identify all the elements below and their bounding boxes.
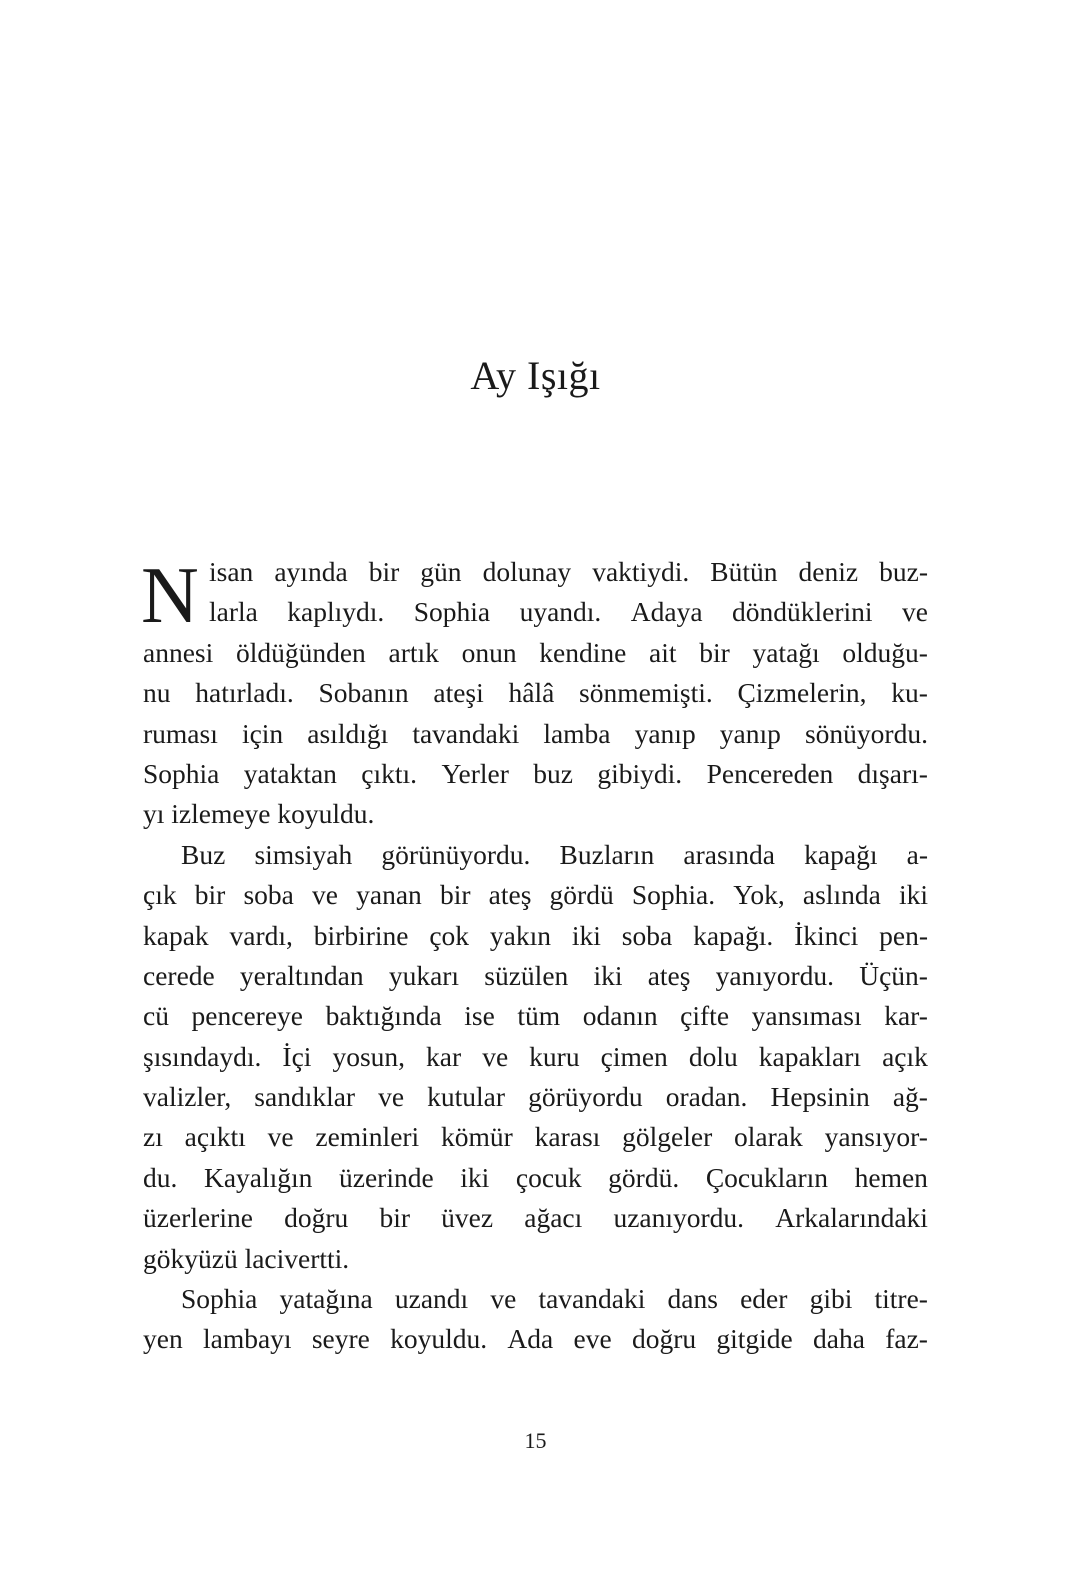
text-line bbox=[143, 1319, 928, 1359]
word: gördü bbox=[549, 879, 614, 911]
word: iki bbox=[571, 919, 601, 951]
word: çocuk bbox=[515, 1161, 582, 1193]
word: açık bbox=[882, 1040, 928, 1072]
word: üvez bbox=[441, 1202, 494, 1234]
word: seyre bbox=[311, 1323, 370, 1355]
word: Yerler bbox=[441, 757, 509, 789]
word: şısındaydı. bbox=[143, 1040, 262, 1072]
word: çok bbox=[429, 919, 470, 951]
word: görünüyordu. bbox=[381, 838, 531, 870]
word: kutular bbox=[427, 1081, 506, 1113]
word: cerede bbox=[143, 959, 215, 991]
word: soba bbox=[621, 919, 673, 951]
word: deniz bbox=[798, 556, 859, 587]
word: yı izlemeye koyuldu. bbox=[143, 798, 375, 830]
word: ise bbox=[464, 1000, 495, 1032]
word: ve bbox=[378, 1081, 405, 1113]
text-line bbox=[143, 875, 928, 915]
word: Hepsinin bbox=[770, 1081, 870, 1113]
word: kapağı bbox=[804, 838, 878, 870]
word: uzanıyordu. bbox=[613, 1202, 745, 1234]
word: dolunay bbox=[482, 556, 572, 587]
word: kendine bbox=[539, 636, 627, 668]
word: isan bbox=[209, 556, 254, 587]
word: Çocukların bbox=[705, 1161, 829, 1193]
word: a- bbox=[906, 838, 928, 870]
word: bir bbox=[194, 879, 226, 911]
word: uyandı. bbox=[519, 596, 602, 628]
text-line bbox=[143, 1037, 928, 1077]
text-line bbox=[143, 754, 928, 794]
text-line bbox=[143, 592, 928, 632]
word: Sobanın bbox=[318, 677, 409, 709]
word: ve bbox=[490, 1283, 517, 1315]
word: onun bbox=[461, 636, 517, 668]
word: Sophia bbox=[413, 596, 491, 628]
word: koyuldu. bbox=[390, 1323, 488, 1355]
word: görüyordu bbox=[528, 1081, 643, 1113]
word: gibi bbox=[809, 1283, 853, 1315]
word: Yok, bbox=[733, 879, 785, 911]
text-line bbox=[143, 996, 928, 1036]
word: kömür bbox=[441, 1121, 513, 1153]
word: baktığında bbox=[325, 1000, 442, 1032]
word: kaplıydı. bbox=[287, 596, 385, 628]
word: Çizmelerin, bbox=[737, 677, 867, 709]
word: arasında bbox=[683, 838, 775, 870]
word: eder bbox=[740, 1283, 788, 1315]
word: sönmemişti. bbox=[579, 677, 713, 709]
word: ve bbox=[312, 879, 338, 911]
word: lamba bbox=[543, 717, 611, 749]
word: doğru bbox=[284, 1202, 349, 1234]
word: iki bbox=[898, 879, 928, 911]
word: yeraltından bbox=[239, 959, 364, 991]
word: çıktı. bbox=[361, 757, 418, 789]
word: hatırladı. bbox=[195, 677, 294, 709]
word: ateşi bbox=[433, 677, 484, 709]
word: cü bbox=[143, 1000, 169, 1032]
word: yanıp bbox=[634, 717, 696, 749]
text-line bbox=[143, 1158, 928, 1198]
word: yansıyor- bbox=[824, 1121, 928, 1153]
word: larla bbox=[209, 596, 258, 628]
word: tavandaki bbox=[412, 717, 520, 749]
word: uzandı bbox=[394, 1283, 469, 1315]
word: yukarı bbox=[388, 959, 460, 991]
word: faz- bbox=[885, 1323, 928, 1355]
word: yakın bbox=[489, 919, 552, 951]
word: vardı, bbox=[229, 919, 293, 951]
word: yen bbox=[143, 1323, 183, 1355]
word: Buz bbox=[181, 838, 226, 870]
word: zı bbox=[143, 1121, 163, 1153]
word: oradan. bbox=[665, 1081, 748, 1113]
word: sönüyordu. bbox=[804, 717, 928, 749]
word: asıldığı bbox=[307, 717, 389, 749]
word: çık bbox=[143, 879, 177, 911]
word: üzerinde bbox=[339, 1161, 434, 1193]
word: ateş bbox=[488, 879, 532, 911]
text-line bbox=[143, 794, 928, 834]
word: bir bbox=[368, 556, 400, 587]
word: Buzların bbox=[559, 838, 655, 870]
word: gitgide bbox=[716, 1323, 793, 1355]
word: ait bbox=[649, 636, 677, 668]
text-line bbox=[143, 673, 928, 713]
word: odanın bbox=[582, 1000, 658, 1032]
word: dans bbox=[667, 1283, 718, 1315]
word: iki bbox=[460, 1161, 490, 1193]
word: yosun, bbox=[332, 1040, 406, 1072]
word: Sophia bbox=[143, 757, 220, 789]
word: Ada bbox=[507, 1323, 554, 1355]
word: simsiyah bbox=[254, 838, 353, 870]
body-text bbox=[143, 552, 928, 1360]
word: gün bbox=[420, 556, 462, 587]
word: annesi bbox=[143, 636, 214, 668]
word: daha bbox=[813, 1323, 865, 1355]
word: için bbox=[241, 717, 284, 749]
word: pencereye bbox=[191, 1000, 303, 1032]
word: kuru bbox=[529, 1040, 580, 1072]
word: yansıması bbox=[751, 1000, 862, 1032]
word: birbirine bbox=[313, 919, 409, 951]
word: gibiydi. bbox=[597, 757, 683, 789]
text-line bbox=[143, 714, 928, 754]
word: ve bbox=[267, 1121, 294, 1153]
word: dışarı- bbox=[857, 757, 928, 789]
word: bir bbox=[699, 636, 730, 668]
text-line bbox=[143, 1077, 928, 1117]
word: bir bbox=[439, 879, 471, 911]
word: Sophia. bbox=[631, 879, 716, 911]
word: öldüğünden bbox=[235, 636, 366, 668]
word: zeminleri bbox=[315, 1121, 420, 1153]
word: yanan bbox=[356, 879, 422, 911]
word: ayında bbox=[274, 556, 348, 587]
word: Sophia bbox=[181, 1283, 258, 1315]
text-line bbox=[143, 916, 928, 956]
word: gördü. bbox=[608, 1161, 680, 1193]
word: valizler, bbox=[143, 1081, 232, 1113]
word: yataktan bbox=[243, 757, 337, 789]
word: çifte bbox=[680, 1000, 730, 1032]
word: ku- bbox=[891, 677, 928, 709]
word: artık bbox=[388, 636, 439, 668]
word: Üçün- bbox=[859, 959, 928, 991]
word: kar bbox=[426, 1040, 462, 1072]
word: ateş bbox=[647, 959, 691, 991]
word: süzülen bbox=[484, 959, 569, 991]
word: soba bbox=[243, 879, 294, 911]
word: ağacı bbox=[524, 1202, 583, 1234]
word: Adaya bbox=[630, 596, 703, 628]
word: ve bbox=[901, 596, 928, 628]
word: kapağı. bbox=[693, 919, 774, 951]
word: eve bbox=[573, 1323, 612, 1355]
word: yatağı bbox=[752, 636, 820, 668]
text-line bbox=[143, 1117, 928, 1157]
word: titre- bbox=[874, 1283, 928, 1315]
word: üzerlerine bbox=[143, 1202, 253, 1234]
word: Bütün bbox=[710, 556, 778, 587]
word: iki bbox=[593, 959, 623, 991]
word: kapakları bbox=[758, 1040, 862, 1072]
chapter-title: Ay Işığı bbox=[470, 353, 601, 398]
word: İçi bbox=[282, 1040, 312, 1072]
word: yanıyordu. bbox=[715, 959, 835, 991]
word: döndüklerini bbox=[731, 596, 873, 628]
word: doğru bbox=[631, 1323, 697, 1355]
word: buz- bbox=[879, 556, 928, 587]
word: yanıp bbox=[719, 717, 781, 749]
word: yatağına bbox=[279, 1283, 373, 1315]
word: olarak bbox=[734, 1121, 803, 1153]
word: du. bbox=[143, 1161, 178, 1193]
drop-cap: N bbox=[141, 552, 199, 640]
word: kapak bbox=[143, 919, 209, 951]
text-line bbox=[143, 1239, 928, 1279]
word: vaktiydi. bbox=[592, 556, 690, 587]
word: nu bbox=[143, 677, 171, 709]
word: karası bbox=[534, 1121, 601, 1153]
word: buz bbox=[533, 757, 574, 789]
word: Pencereden bbox=[706, 757, 834, 789]
word: tavandaki bbox=[538, 1283, 646, 1315]
word: gölgeler bbox=[622, 1121, 713, 1153]
word: aslında bbox=[802, 879, 881, 911]
text-line bbox=[143, 1198, 928, 1238]
word: ruması bbox=[143, 717, 218, 749]
word: açıktı bbox=[184, 1121, 246, 1153]
text-line bbox=[143, 633, 928, 673]
word: olduğu- bbox=[842, 636, 928, 668]
word: gökyüzü lacivertti. bbox=[143, 1242, 350, 1274]
word: kar- bbox=[884, 1000, 928, 1032]
word: çimen bbox=[600, 1040, 668, 1072]
word: sandıklar bbox=[254, 1081, 356, 1113]
text-line bbox=[143, 552, 928, 592]
word: pen- bbox=[879, 919, 928, 951]
word: dolu bbox=[688, 1040, 738, 1072]
text-line bbox=[143, 956, 928, 996]
text-line bbox=[143, 1279, 928, 1319]
word: ve bbox=[482, 1040, 509, 1072]
word: Kayalığın bbox=[203, 1161, 313, 1193]
word: lambayı bbox=[202, 1323, 292, 1355]
word: Arkalarındaki bbox=[775, 1202, 928, 1234]
word: tüm bbox=[517, 1000, 561, 1032]
word: İkinci bbox=[794, 919, 859, 951]
page-number: 15 bbox=[524, 1428, 547, 1453]
word: hemen bbox=[854, 1161, 928, 1193]
text-line bbox=[143, 835, 928, 875]
word: hâlâ bbox=[508, 677, 555, 709]
word: bir bbox=[379, 1202, 410, 1234]
word: ağ- bbox=[892, 1081, 928, 1113]
